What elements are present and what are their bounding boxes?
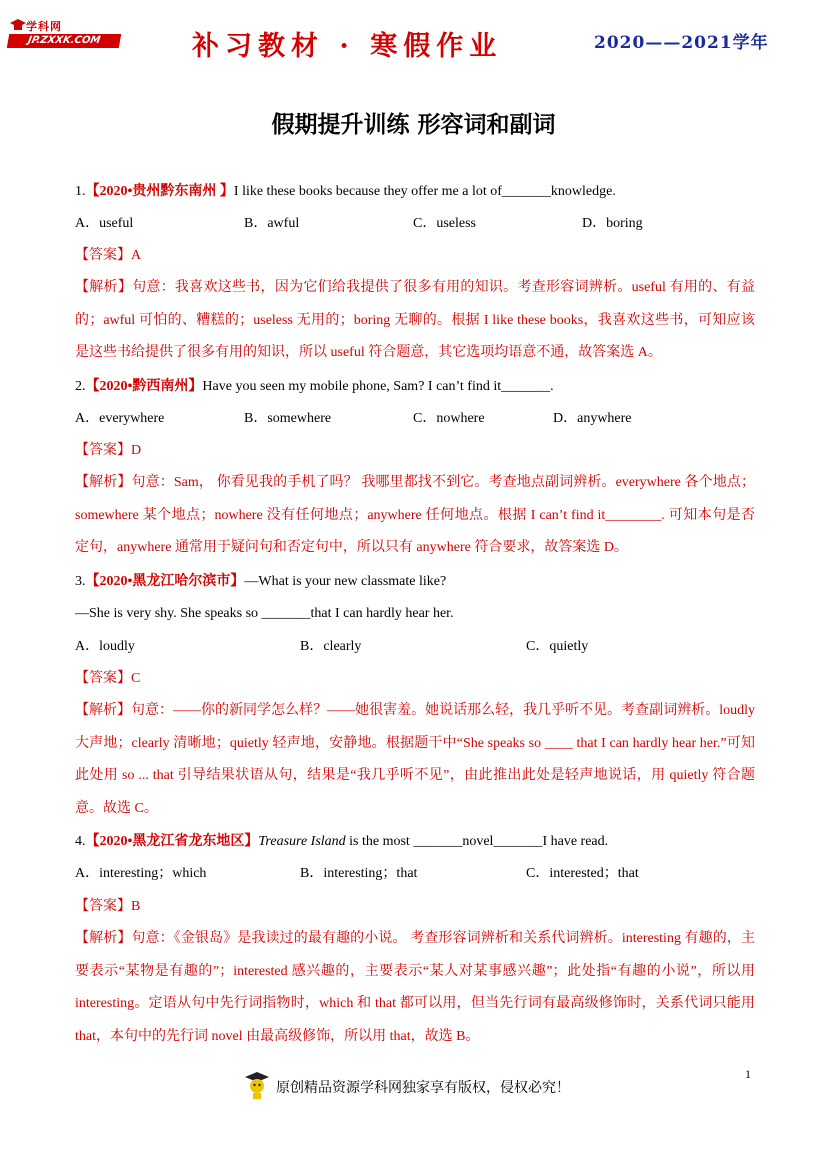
option-d: D．boring — [582, 216, 643, 231]
copyright-notice: 原创精品资源学科网独家享有版权，侵权必究！ — [276, 1080, 570, 1096]
question-3: 3.【2020•黑龙江哈尔滨市】—What is your new classmate like? — [75, 574, 447, 589]
question-3-line-2: —She is very shy. She speaks so _______that I can hardly hear her. — [75, 606, 454, 621]
zxxk-logo — [8, 18, 120, 50]
page-title: 假期提升训练 形容词和副词 — [271, 112, 556, 138]
question-1: 1.【2020•贵州黔东南州 】I like these books because they offer me a lot of_______knowledge. — [75, 184, 616, 199]
option-c: C．useless — [413, 216, 476, 231]
option-b: B．awful — [244, 216, 300, 231]
footer — [244, 1069, 584, 1105]
option-c: C．quietly — [526, 639, 589, 654]
analysis: 【解析】句意：《金银岛》是我读过的最有趣的小说。 考查形容词辨析和关系代词辨析。interesting 有趣的，主要表示“某物是有趣的”；interested 感兴趣的，主要表示“某人对某事感兴趣”；此处指“有趣的小说”，所以用 interesting。定语从句中先行词指物时，which 和 that 都可以用，但当先行词有最高级修饰时，关系代词只能用 that，本句中的先行词 novel 由最高级修饰，所以用 that，故选 B。 — [75, 931, 755, 1044]
option-b: B．somewhere — [244, 411, 332, 426]
question-source: 【2020•黑龙江哈尔滨市】 — [85, 574, 245, 589]
option-b: B．clearly — [300, 639, 362, 654]
question-2: 2.【2020•黔西南州】Have you seen my mobile phone, Sam? I can’t find it_______. — [75, 379, 554, 394]
analysis: 【解析】句意：——你的新同学怎么样？——她很害羞。她说话那么轻，我几乎听不见。考查副词辨析。loudly 大声地；clearly 清晰地；quietly 轻声地，安静地。根据题干中“She speaks so ____ that I can hardly hear her.”可知此处用 so ... that 引导结果状语从句，结果是“我几乎听不见”，由此推出此处是轻声地说话，用 quietly 符合题意。故选 C。 — [75, 703, 755, 816]
answer: 【答案】B — [75, 899, 141, 914]
option-a: A．useful — [75, 216, 134, 231]
banner-title: 补习教材 · 寒假作业 — [192, 31, 503, 62]
question-source: 【2020•黑龙江省龙东地区】 — [85, 834, 259, 849]
question-4: 4.【2020•黑龙江省龙东地区】Treasure Island is the most _______novel_______I have read. — [75, 834, 609, 849]
question-source: 【2020•贵州黔东南州 】 — [85, 184, 234, 199]
mortarboard-icon — [10, 18, 26, 32]
logo-url: JP.ZXXK.COM — [7, 34, 121, 48]
answer: 【答案】C — [75, 671, 141, 686]
answer: 【答案】A — [75, 248, 142, 263]
option-a: A．loudly — [75, 639, 135, 654]
option-c: C．interested；that — [526, 866, 639, 881]
school-year: 2020——2021学年 — [594, 33, 769, 53]
option-a: A．interesting；which — [75, 866, 207, 881]
logo-name: 学科网 — [26, 20, 62, 33]
question-source: 【2020•黔西南州】 — [85, 379, 203, 394]
book-title: Treasure Island — [258, 834, 346, 849]
option-b: B．interesting；that — [300, 866, 418, 881]
option-c: C．nowhere — [413, 411, 485, 426]
answer: 【答案】D — [75, 443, 142, 458]
page-header — [0, 0, 827, 60]
option-d: D．anywhere — [553, 411, 632, 426]
option-a: A．everywhere — [75, 411, 165, 426]
analysis: 【解析】句意：Sam， 你看见我的手机了吗？ 我哪里都找不到它。考查地点副词辨析。everywhere 各个地点；somewhere 某个地点；nowhere 没有任何地点；anywhere 任何地点。根据 I can’t find it________. 可知本句是否定句，anywhere 通常用于疑问句和否定句中，所以只有 anywhere 符合要求，故答案选 D。 — [75, 475, 755, 555]
mascot-icon — [244, 1071, 270, 1101]
page-number: 1 — [745, 1067, 751, 1081]
analysis: 【解析】句意：我喜欢这些书，因为它们给我提供了很多有用的知识。考查形容词辨析。useful 有用的、有益的；awful 可怕的、糟糕的；useless 无用的；boring 无聊的。根据 I like these books，我喜欢这些书，可知应该是这些书给提供了很多有用的知识，所以 useful 符合题意，其它选项均语意不通，故答案选 A。 — [75, 280, 755, 360]
